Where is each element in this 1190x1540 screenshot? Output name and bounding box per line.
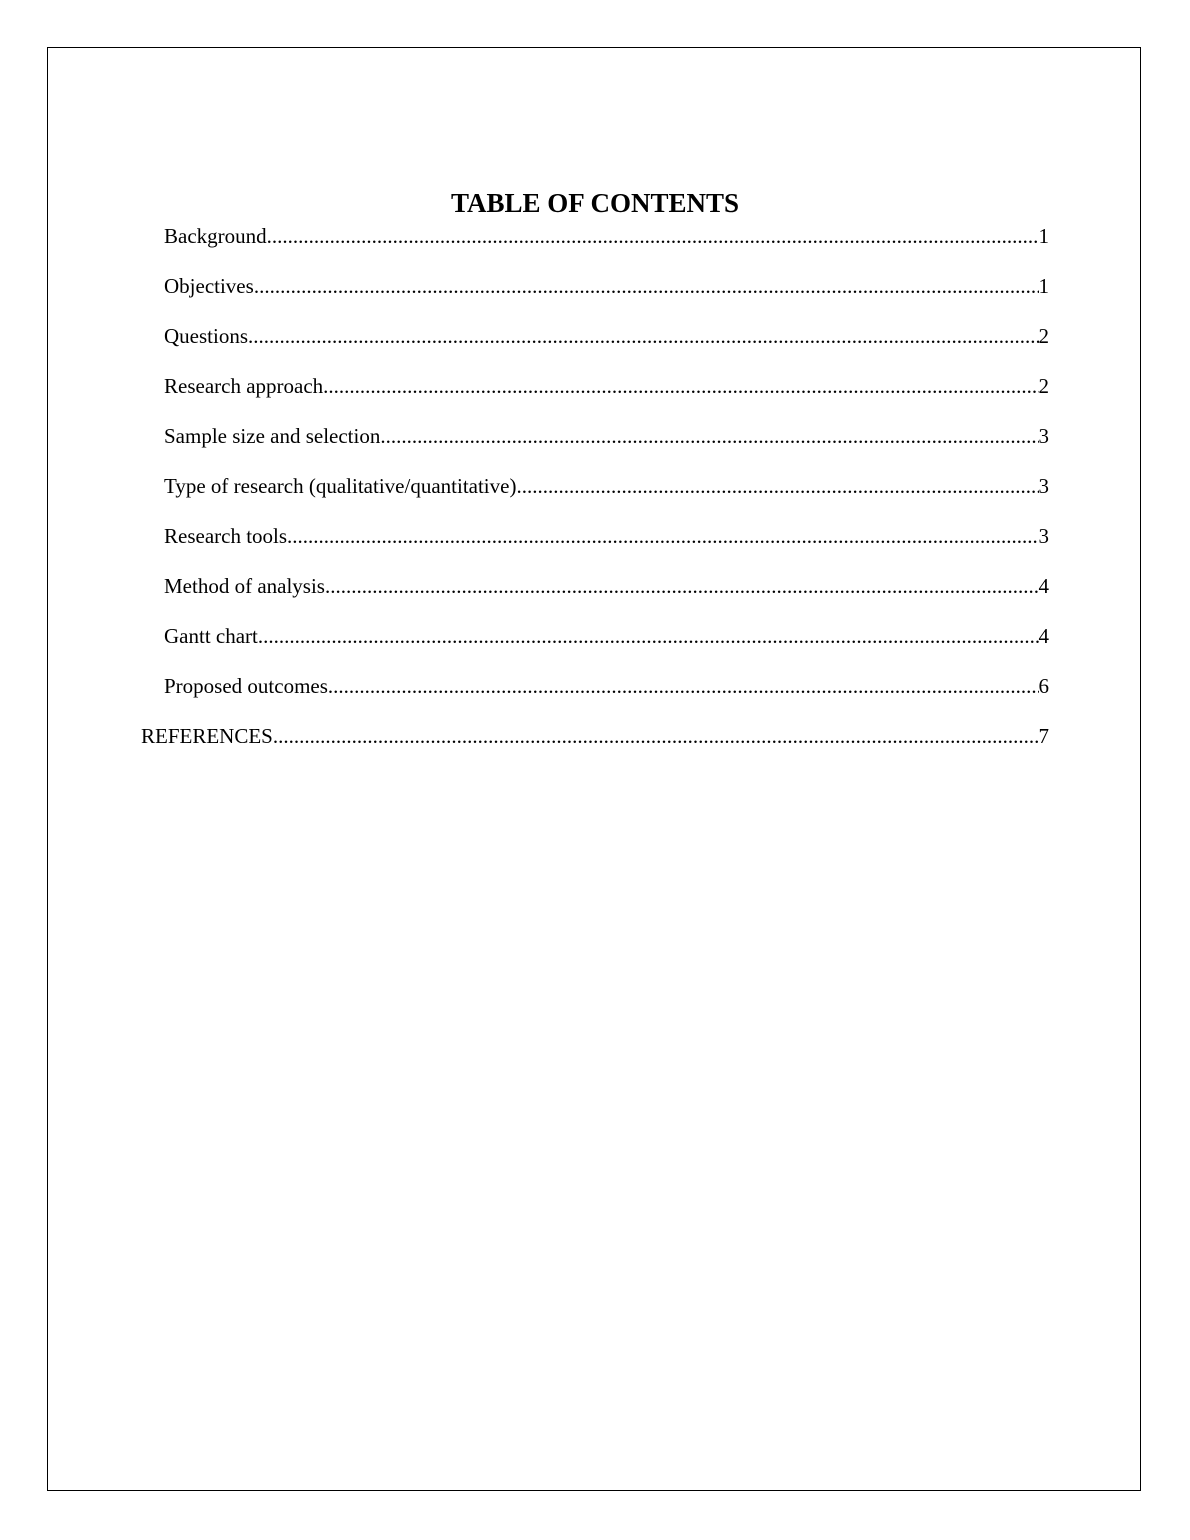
toc-entry-research-tools[interactable] [164,521,1049,551]
toc-entry-page: 2 [1038,374,1049,398]
toc-entry-background[interactable] [164,221,1049,251]
toc-leader-dots [325,571,1039,601]
toc-entry-page: 2 [1038,324,1049,348]
toc-entry-label: Research tools [164,524,288,548]
toc-entry-page: 1 [1038,274,1049,298]
toc-entry-page: 3 [1038,424,1049,448]
toc-entry-label: Objectives [164,274,254,298]
toc-leader-dots [287,521,1038,551]
toc-leader-dots [380,421,1038,451]
toc-entry-questions[interactable] [164,321,1049,351]
toc-leader-dots [323,371,1038,401]
toc-leader-dots [258,621,1039,651]
toc-entry-page: 7 [1038,724,1049,748]
toc-entry-type-of-research[interactable] [164,471,1049,501]
toc-entry-label: Gantt chart [164,624,258,648]
toc-entry-page: 3 [1038,524,1049,548]
toc-entry-label: REFERENCES [141,724,273,748]
toc-entry-label: Questions [164,324,248,348]
toc-leader-dots [516,471,1038,501]
toc-entry-page: 1 [1038,224,1049,248]
toc-entry-label: Proposed outcomes [164,674,328,698]
toc-leader-dots [254,271,1039,301]
toc-entry-sample-size[interactable] [164,421,1049,451]
toc-entry-method-of-analysis[interactable] [164,571,1049,601]
toc-entry-research-approach[interactable] [164,371,1049,401]
toc-entry-page: 6 [1038,674,1049,698]
toc-leader-dots [267,221,1039,251]
toc-entry-page: 4 [1038,574,1049,598]
page-border [47,47,1141,1491]
toc-entry-page: 3 [1038,474,1049,498]
toc-entry-objectives[interactable] [164,271,1049,301]
toc-entry-label: Type of research (qualitative/quantitative) [164,474,517,498]
toc-leader-dots [273,721,1039,751]
toc-entry-label: Method of analysis [164,574,325,598]
toc-entry-label: Sample size and selection [164,424,381,448]
toc-entry-gantt-chart[interactable] [164,621,1049,651]
toc-leader-dots [328,671,1039,701]
toc-entry-proposed-outcomes[interactable] [164,671,1049,701]
toc-entry-label: Background [164,224,267,248]
toc-entry-label: Research approach [164,374,324,398]
toc-entry-page: 4 [1038,624,1049,648]
toc-title: TABLE OF CONTENTS [450,188,740,218]
toc-entry-references[interactable] [141,721,1049,751]
toc-leader-dots [248,321,1039,351]
